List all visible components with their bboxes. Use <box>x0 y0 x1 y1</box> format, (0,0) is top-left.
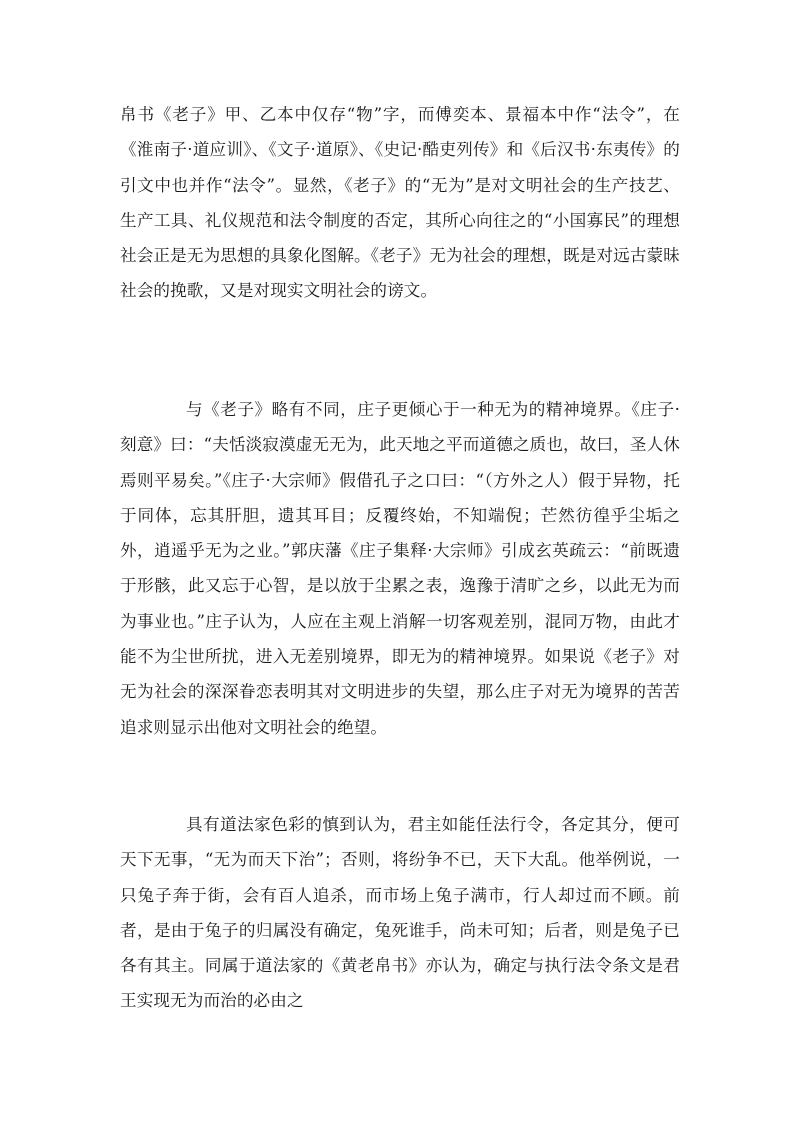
paragraph-zhuangzi-wuwei: 与《老子》略有不同，庄子更倾心于一种无为的精神境界。《庄子·刻意》曰：“夫恬淡寂漠虚无无为，此天地之平而道德之质也，故曰，圣人休焉则平易矣。”《庄子·大宗师》假借孔子之口曰：“（方外之人）假于异物，托于同体，忘其肝胆，遗其耳目；反覆终始，不知端倪；芒然彷徨乎尘垢之外，逍遥乎无为之业。”郭庆藩《庄子集释·大宗师》引成玄英疏云：“前既遗于形骸，此又忘于心智，是以放于尘累之表，逸豫于清旷之乡，以此无为而为事业也。”庄子认为，人应在主观上消解一切客观差别，混同万物，由此才能不为尘世所扰，进入无差别境界，即无为的精神境界。如果说《老子》对无为社会的深深眷恋表明其对文明进步的失望，那么庄子对无为境界的苦苦追求则显示出他对文明社会的绝望。 <box>120 400 680 737</box>
paragraph-shendao-wuwei: 具有道法家色彩的慎到认为，君主如能任法行令，各定其分，便可天下无事，“无为而天下治”；否则，将纷争不已，天下大乱。他举例说，一只兔子奔于街，会有百人追杀，而市场上兔子满市，行人却过而不顾。前者，是由于兔子的归属没有确定，兔死谁手，尚未可知；后者，则是兔子已各有其主。同属于道法家的《黄老帛书》亦认为，确定与执行法令条文是君王实现无为而治的必由之 <box>120 815 680 1011</box>
paragraph-laozi-wuwei: 帛书《老子》甲、乙本中仅存“物”字，而傅奕本、景福本中作“法令”，在《淮南子·道应训》、《文子·道原》、《史记·酷吏列传》和《后汉书·东夷传》的引文中也并作“法令”。显然，《老子》的“无为”是对文明社会的生产技艺、生产工具、礼仪规范和法令制度的否定，其所心向往之的“小国寡民”的理想社会正是无为思想的具象化图解。《老子》无为社会的理想，既是对远古蒙昧社会的挽歌，又是对现实文明社会的谤文。 <box>120 105 680 301</box>
